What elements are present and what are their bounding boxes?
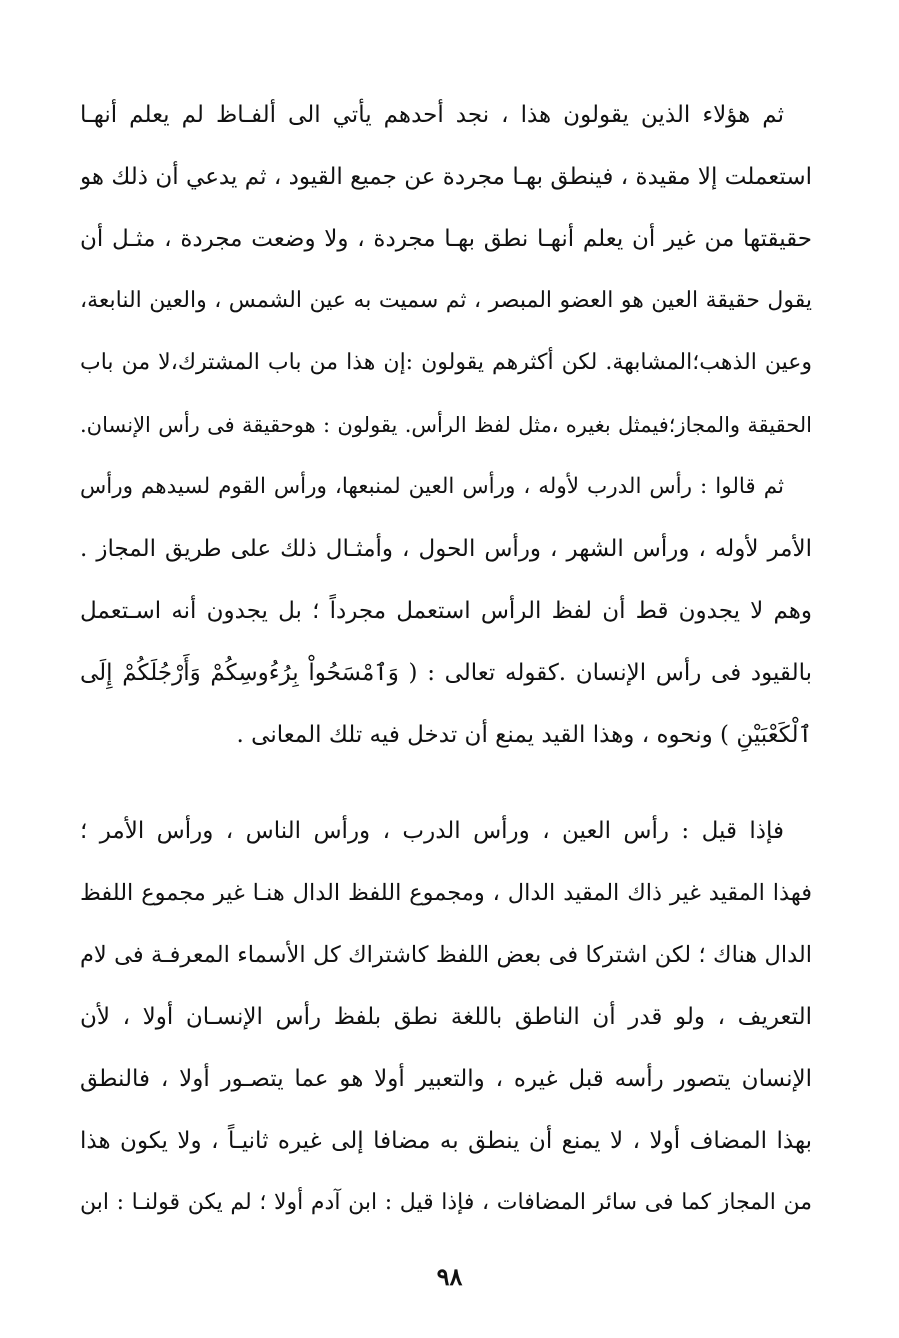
page-number: ٩٨: [436, 1262, 463, 1291]
text-line: ثم قالوا : رأس الدرب لأوله ، ورأس العين لمنبعها، ورأس القوم لسيدهم ورأس: [80, 474, 784, 499]
text-line: ثم هؤلاء الذين يقولون هذا ، نجد أحدهم يأتي الى ألفـاظ لم يعلم أنهـا: [80, 102, 784, 128]
text-line: الإنسان يتصور رأسه قبل غيره ، والتعبير أولا هو عما يتصـور أولا ، فالنطق: [80, 1066, 812, 1092]
paragraph-1: [80, 84, 812, 766]
text-line: بهذا المضاف أولا ، لا يمنع أن ينطق به مضافا إلى غيره ثانيـاً ، ولا يكون هذا: [80, 1128, 812, 1154]
text-line: التعريف ، ولو قدر أن الناطق باللغة نطق بلفظ رأس الإنسـان أولا ، لأن: [80, 1004, 812, 1030]
paragraph-2: [80, 800, 812, 1234]
text-line: من المجاز كما فى سائر المضافات ، فإذا قيل : ابن آدم أولا ؛ لم يكن قولنـا : ابن: [80, 1190, 812, 1215]
text-line: وهم لا يجدون قط أن لفظ الرأس استعمل مجرداً ؛ بل يجدون أنه اسـتعمل: [80, 598, 812, 624]
text-line: فهذا المقيد غير ذاك المقيد الدال ، ومجموع اللفظ الدال هنـا غير مجموع اللفظ: [80, 880, 812, 906]
text-line: الحقيقة والمجاز؛فيمثل بغيره ،مثل لفظ الرأس. يقولون : هوحقيقة فى رأس الإنسان.: [80, 413, 812, 437]
text-line: وعين الذهب؛المشابهة. لكن أكثرهم يقولون :إن هذا من باب المشترك،لا من باب: [80, 350, 812, 375]
text-line: حقيقتها من غير أن يعلم أنهـا نطق بهـا مجردة ، ولا وضعت مجردة ، مثـل أن: [80, 226, 812, 252]
text-line: الأمر لأوله ، ورأس الشهر ، ورأس الحول ، وأمثـال ذلك على طريق المجاز .: [80, 536, 812, 562]
text-line: يقول حقيقة العين هو العضو المبصر ، ثم سميت به عين الشمس ، والعين النابعة،: [80, 288, 812, 313]
text-line: الدال هناك ؛ لكن اشتركا فى بعض اللفظ كاشتراك كل الأسماء المعرفـة فى لام: [80, 942, 812, 968]
text-line: ٱلْكَعْبَيْنِ ) ونحوه ، وهذا القيد يمنع أن تدخل فيه تلك المعانى .: [236, 722, 812, 748]
quran-verse-line: بالقيود فى رأس الإنسان .كقوله تعالى : ( وَٱمْسَحُواْ بِرُءُوسِكُمْ وَأَرْجُلَكُمْ إِلَى: [80, 660, 812, 686]
text-line: استعملت إلا مقيدة ، فينطق بهـا مجردة عن جميع القيود ، ثم يدعي أن ذلك هو: [80, 164, 812, 190]
text-line: فإذا قيل : رأس العين ، ورأس الدرب ، ورأس الناس ، ورأس الأمر ؛: [80, 818, 784, 844]
